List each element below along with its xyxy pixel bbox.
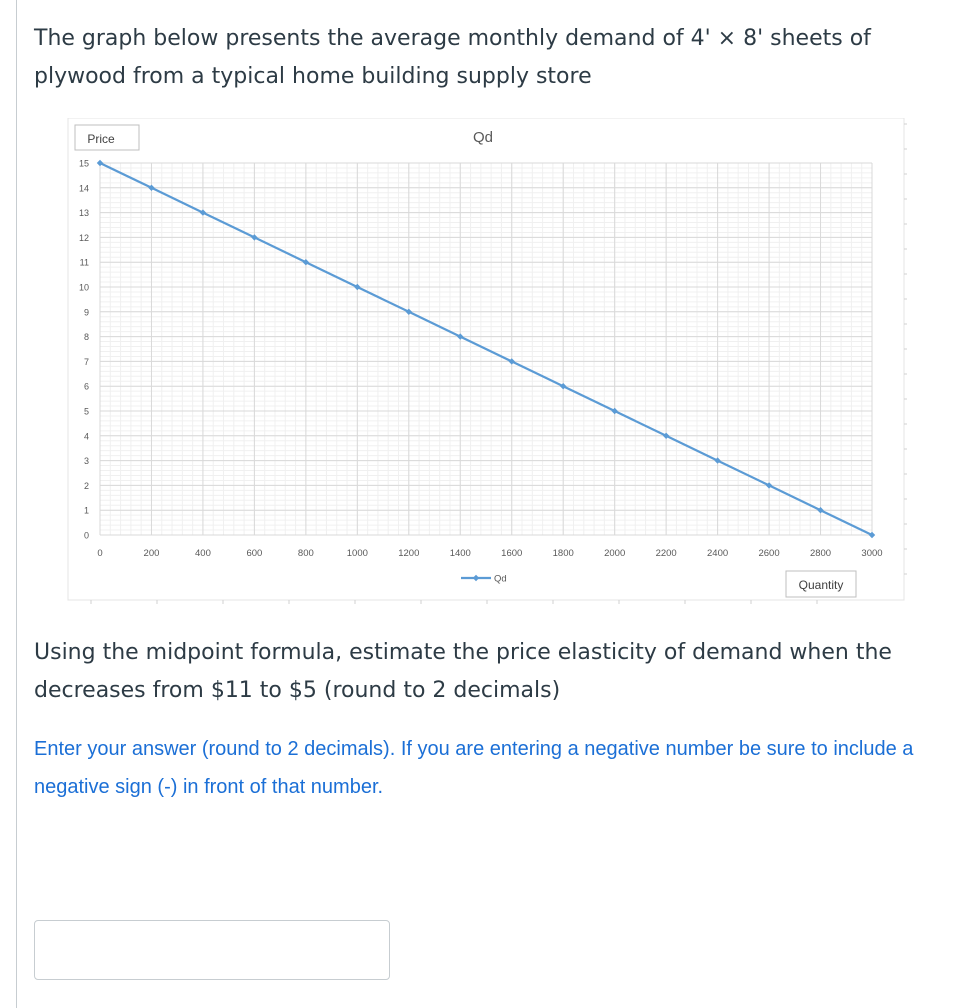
answer-input[interactable]: [34, 920, 390, 980]
x-tick-label: 200: [143, 548, 160, 559]
question-prompt-text: Using the midpoint formula, estimate the price elasticity of demand when the decreases from $11 to $5 (round to 2 decimals): [34, 640, 892, 703]
x-tick-label: 2000: [604, 548, 626, 559]
x-tick-label: 1000: [346, 548, 368, 559]
x-tick-label: 2400: [707, 548, 729, 559]
y-tick-label: 14: [78, 183, 89, 194]
x-tick-label: 1400: [449, 548, 471, 559]
y-tick-label: 7: [83, 356, 89, 367]
x-tick-label: 2200: [655, 548, 677, 559]
x-tick-label: 0: [97, 548, 103, 559]
demand-chart-svg: [51, 118, 907, 604]
y-tick-label: 6: [83, 381, 89, 392]
x-tick-label: 1600: [501, 548, 523, 559]
y-axis-label: Price: [87, 132, 115, 146]
y-tick-label: 9: [83, 307, 89, 318]
answer-instructions-text: Enter your answer (round to 2 decimals). If you are entering a negative number be sure to include a negative sign (-) in front of that number.: [34, 738, 914, 798]
x-tick-label: 800: [297, 548, 314, 559]
y-tick-label: 15: [78, 158, 89, 169]
x-tick-label: 600: [246, 548, 263, 559]
question-intro-text: The graph below presents the average monthly demand of 4' × 8' sheets of plywood from a typical home building supply store: [34, 26, 871, 89]
x-tick-label: 2800: [809, 548, 832, 559]
x-tick-label: 2600: [758, 548, 780, 559]
y-tick-label: 4: [83, 431, 89, 442]
legend-label: Qd: [494, 573, 507, 585]
y-tick-label: 5: [83, 406, 89, 417]
x-tick-label: 1200: [398, 548, 420, 559]
y-tick-label: 1: [83, 505, 89, 516]
y-tick-label: 8: [83, 332, 89, 343]
y-tick-label: 3: [83, 456, 89, 467]
y-tick-label: 11: [79, 257, 89, 268]
x-tick-label: 400: [195, 548, 211, 559]
chart-title: Qd: [472, 129, 494, 146]
y-tick-label: 2: [83, 480, 89, 491]
x-tick-label: 1800: [552, 548, 574, 559]
demand-chart: [51, 118, 907, 604]
y-tick-label: 13: [78, 208, 89, 219]
x-tick-label: 3000: [861, 548, 883, 559]
x-axis-label: Quantity: [798, 578, 844, 592]
y-tick-label: 0: [83, 530, 89, 541]
y-tick-label: 10: [78, 282, 89, 293]
y-tick-label: 12: [78, 232, 89, 243]
chart-frame: [68, 118, 904, 600]
